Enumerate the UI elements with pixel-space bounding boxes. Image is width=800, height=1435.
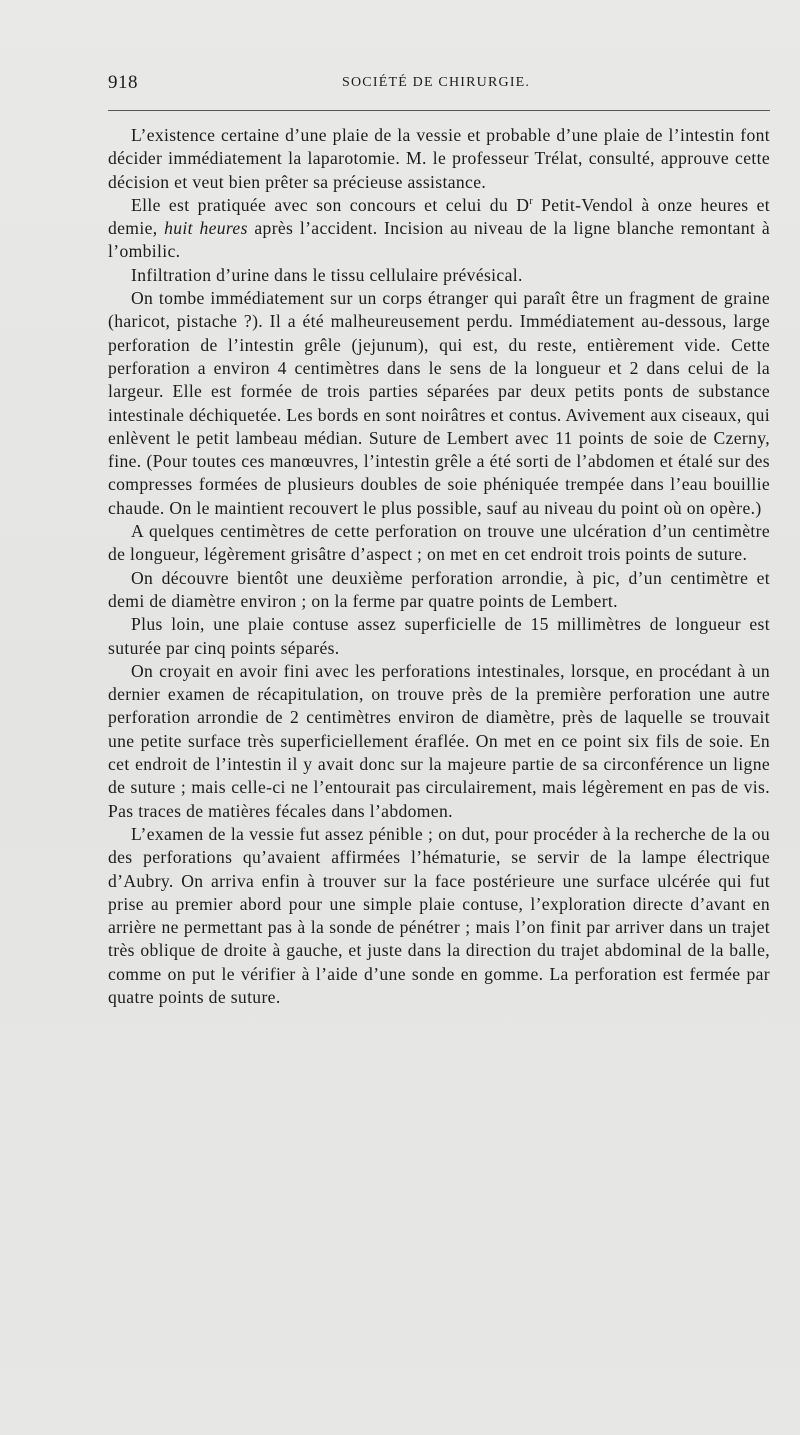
paragraph-6: On découvre bientôt une deuxième perforation arrondie, à pic, d’un centimètre et demi de diamètre environ ; on la ferme par quatre points de Lembert. [108,567,770,611]
doctor-abbrev-superscript: r [529,196,533,208]
paragraph-7: Plus loin, une plaie contuse assez superficielle de 15 millimètres de longueur est suturée par cinq points séparés. [108,614,770,658]
page-number: 918 [108,72,138,93]
paragraph-8: On croyait en avoir fini avec les perforations intestinales, lorsque, en procédant à un dernier examen de récapitulation, on trouve près de la première perforation une autre perforation arrondie de 2 centimètres environ de diamètre, près de laquelle se trouvait une petite surface très superficiellement éraflée. On met en ce point six fils de soie. En cet endroit de l’intestin il y avait donc sur la majeure partie de sa circonférence un ligne de suture ; mais celle-ci ne l’entourait pas circulairement, mais légèrement en pas de vis. Pas traces de matières fécales dans l’abdomen. [108,660,770,821]
header-rule [108,110,770,111]
paragraph-3: Infiltration d’urine dans le tissu cellulaire prévésical. [131,264,523,285]
paragraph-1: L’existence certaine d’une plaie de la vessie et probable d’une plaie de l’intestin font décider immédiatement la laparotomie. M. le professeur Trélat, consulté, approuve cette décision et veut bien prêter sa précieuse assistance. [108,125,770,192]
journal-title: SOCIÉTÉ DE CHIRURGIE. [342,75,531,90]
paragraph-5: A quelques centimètres de cette perforation on trouve une ulcération d’un centimètre de longueur, légèrement grisâtre d’aspect ; on met en cet endroit trois points de suture. [108,521,770,565]
running-head [108,72,770,102]
paragraph-2-part-2: Petit-Vendol à onze heures et demie, [108,194,770,239]
paragraph-2-part-1: Elle est pratiquée avec son concours et celui du D [131,194,530,215]
italic-emphasis: huit heures [164,218,248,239]
paragraph-9: L’examen de la vessie fut assez pénible ; on dut, pour procéder à la recherche de la ou des perforations qu’avaient affirmées l’hématurie, se servir de la lampe électrique d’Aubry. On arriva enfin à trouver sur la face postérieure une surface ulcérée qui fut prise au premier abord pour une simple plaie contuse, l’exploration directe d’avant en arrière ne permettant pas à la sonde de pénétrer ; mais l’on finit par arriver dans un trajet très oblique de droite à gauche, et juste dans la direction du trajet abdominal de la balle, comme on put le vérifier à l’aide d’une sonde en gomme. La perforation est fermée par quatre points de suture. [108,823,770,1007]
paragraph-2 [108,194,770,264]
body-text [108,124,770,1009]
paragraph-4: On tombe immédiatement sur un corps étranger qui paraît être un fragment de graine (haricot, pistache ?). Il a été malheureusement perdu. Immédiatement au-dessous, large perforation de l’intestin grêle (jejunum), qui est, du reste, entièrement vide. Cette perforation a environ 4 centimètres dans le sens de la longueur et 2 dans celui de la largeur. Elle est formée de trois parties séparées par deux petits ponts de substance intestinale déchiquetée. Les bords en sont noirâtres et contus. Avivement aux ciseaux, qui enlèvent le petit lambeau médian. Suture de Lembert avec 11 points de soie de Czerny, fine. (Pour toutes ces manœuvres, l’intestin grêle a été sorti de l’abdomen et étalé sur des compresses formées de plusieurs doubles de soie phéniquée trempée dans l’eau bouillie chaude. On le maintient recouvert le plus possible, sauf au niveau du point où on opère.) [108,288,770,518]
paragraph-2-part-3: après l’accident. Incision au niveau de la ligne blanche remontant à l’ombilic. [108,218,770,262]
